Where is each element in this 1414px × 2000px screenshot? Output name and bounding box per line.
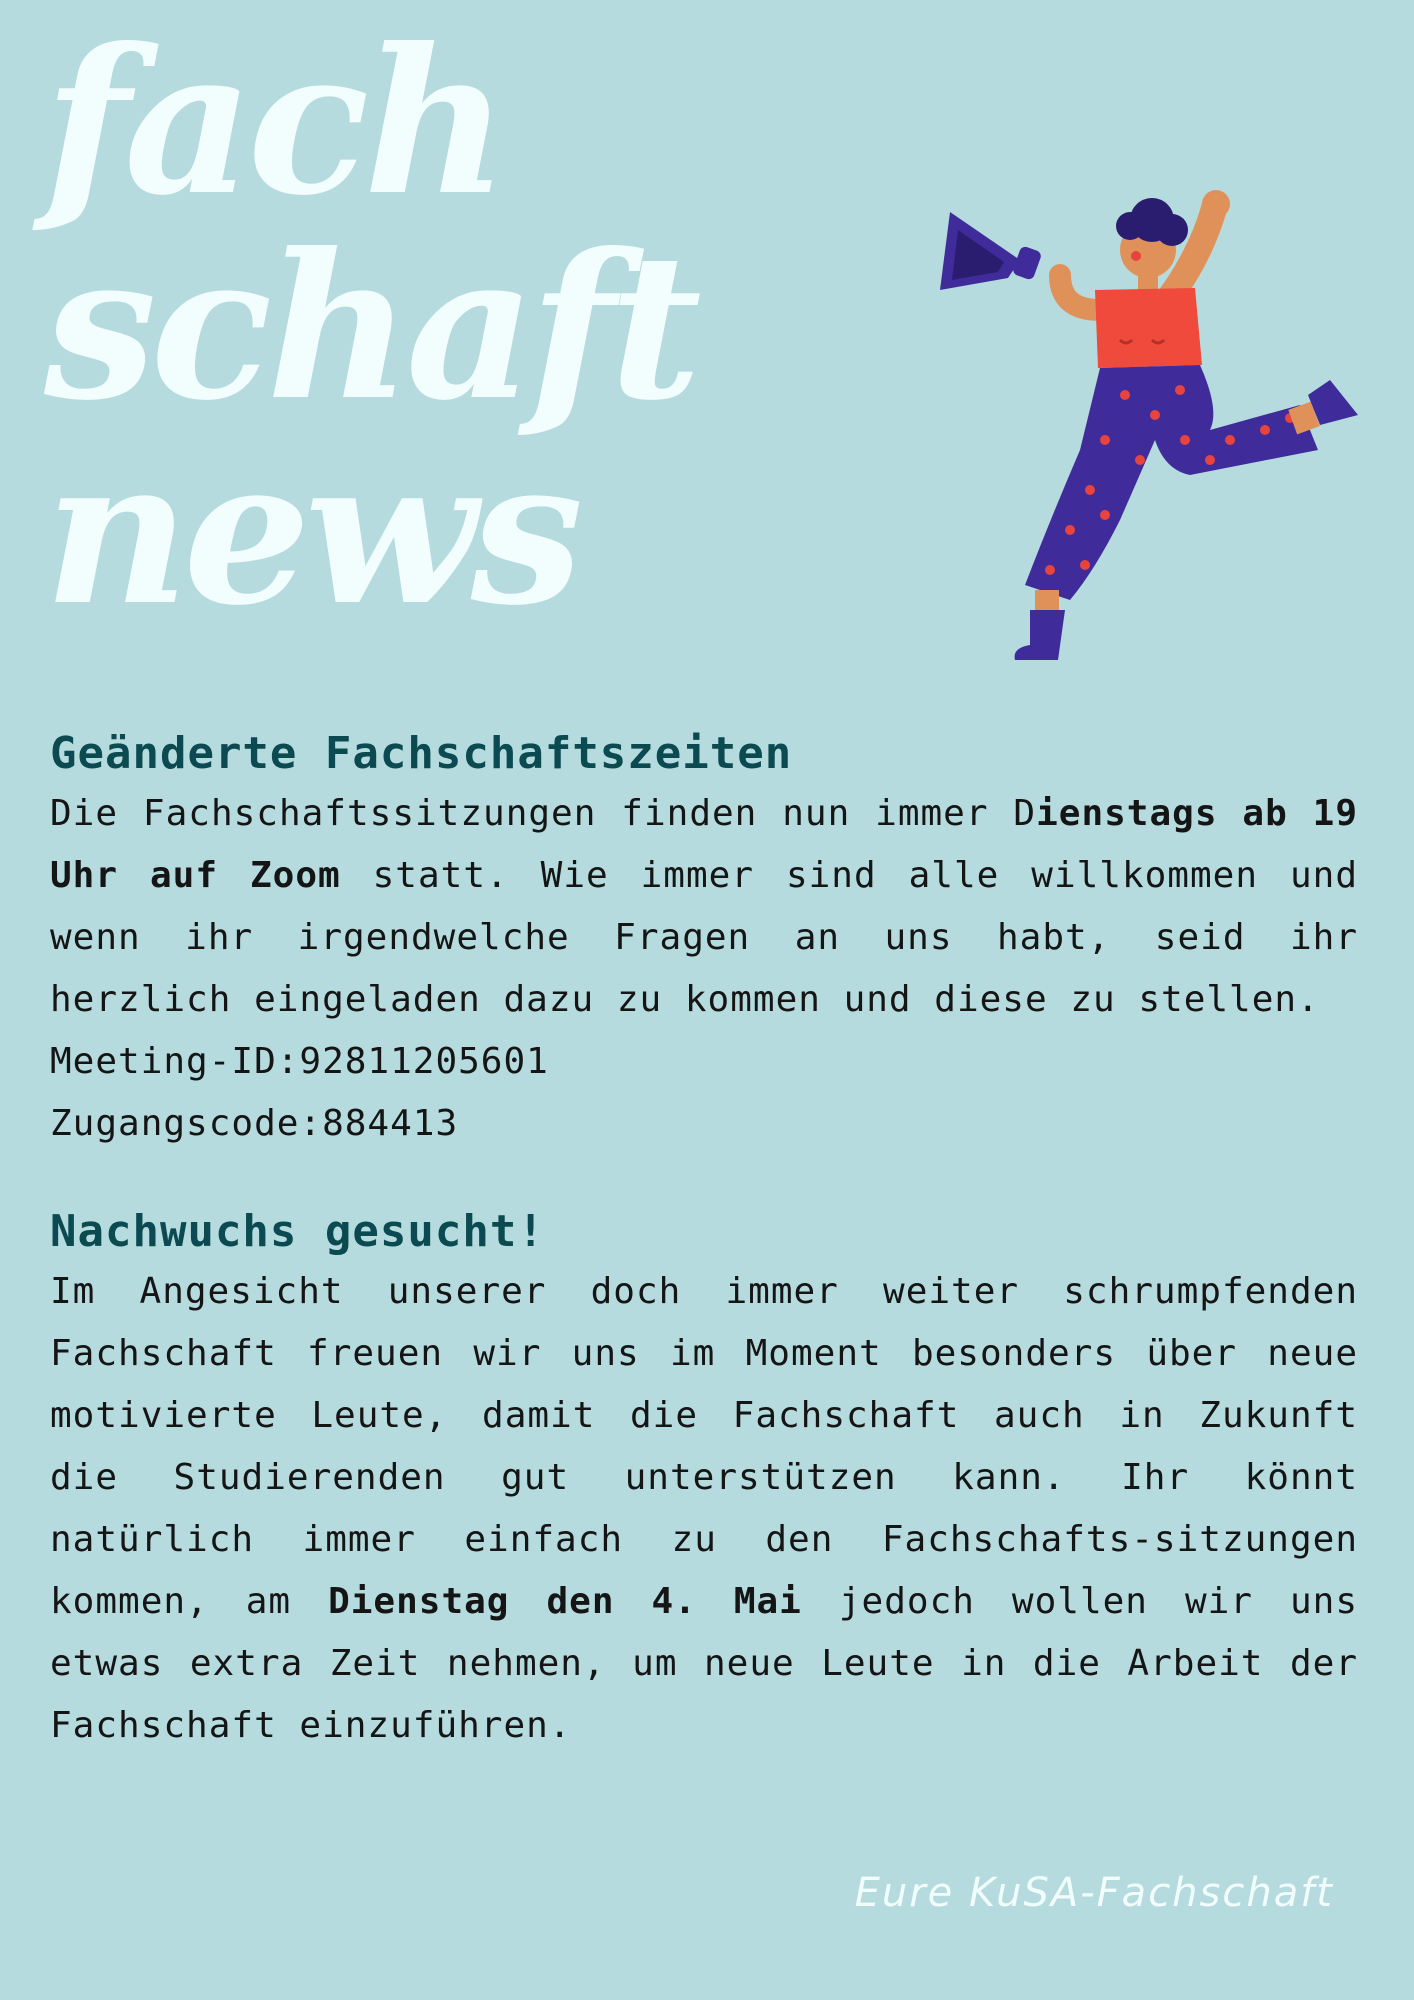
signature: Eure KuSA-Fachschaft — [854, 1870, 1334, 1916]
bold-segment: ienstags ab 19 Uhr auf Zoom — [50, 793, 1358, 896]
text-segment: statt. Wie immer sind alle willkommen und wenn ihr irgendwelche Fragen an uns habt, seid ihr herzlich eingeladen dazu zu kommen und diese zu stellen. — [50, 855, 1358, 1020]
masthead-line-2: schaft — [44, 210, 696, 445]
woman-with-megaphone-illustration — [930, 190, 1370, 670]
meeting-id: Meeting-ID:92811205601 — [50, 1041, 549, 1082]
text-segment: Im Angesicht unserer doch immer weiter schrumpfenden Fachschaft freuen wir uns im Moment besonders über neue motivierte Leute, damit die Fachschaft auch in Zukunft die Studierenden gut unterstützen kann. Ihr könnt natürlich immer einfach zu den Fachschafts-sitzungen kommen, am — [50, 1271, 1358, 1622]
masthead-line-1: fach — [44, 5, 503, 240]
bold-segment: Dienstag den 4. Mai — [328, 1581, 802, 1622]
section-paragraph-recruiting — [50, 1261, 1358, 1757]
article-body — [50, 725, 1358, 1757]
masthead-line-3: news — [44, 415, 578, 650]
access-code: Zugangscode:884413 — [50, 1103, 459, 1144]
masthead-title — [44, 5, 696, 650]
section-heading-recruiting: Nachwuchs gesucht! — [50, 1206, 545, 1257]
text-segment: jedoch wollen wir uns etwas extra Zeit nehmen, um neue Leute in die Arbeit der Fachschaft einzuführen. — [50, 1581, 1359, 1746]
text-segment: Die Fachschaftssitzungen finden nun immer D — [50, 793, 1037, 834]
section-heading-times: Geänderte Fachschaftszeiten — [50, 728, 793, 779]
section-paragraph-times — [50, 783, 1358, 1031]
